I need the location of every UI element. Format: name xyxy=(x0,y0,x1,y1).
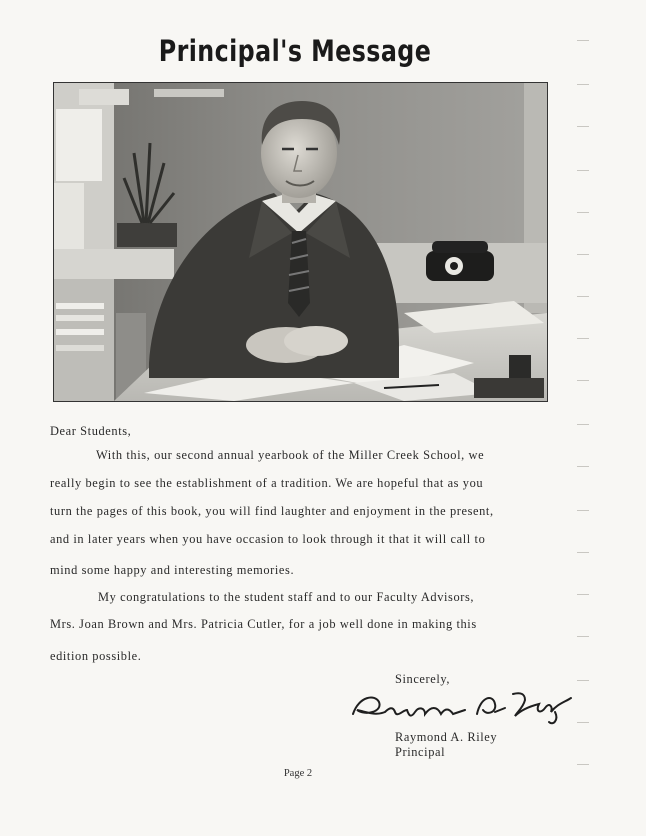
margin-tick xyxy=(577,680,589,681)
letter-line: Mrs. Joan Brown and Mrs. Patricia Cutler, for a job well done in making this xyxy=(50,617,477,631)
handwritten-signature xyxy=(345,686,577,728)
letter-line: edition possible. xyxy=(50,649,142,663)
margin-tick xyxy=(577,594,589,595)
margin-tick xyxy=(577,296,589,297)
closing-title: Principal xyxy=(395,745,446,759)
margin-tick xyxy=(577,170,589,171)
portrait-photo-icon xyxy=(54,83,547,401)
letter-line: turn the pages of this book, you will find laughter and enjoyment in the present, xyxy=(50,504,494,518)
margin-tick xyxy=(577,764,589,765)
margin-tick xyxy=(577,722,589,723)
letter-line: My congratulations to the student staff and to our Faculty Advisors, xyxy=(98,590,475,604)
page-number: Page 2 xyxy=(283,768,313,779)
margin-tick xyxy=(577,126,589,127)
margin-tick xyxy=(577,552,589,553)
margin-tick xyxy=(577,424,589,425)
letter-line: and in later years when you have occasion to look through it that it will call to xyxy=(50,532,486,546)
page-title: Principal's Message xyxy=(158,34,432,68)
margin-tick xyxy=(577,84,589,85)
margin-tick xyxy=(577,380,589,381)
letter-line: really begin to see the establishment of a tradition. We are hopeful that as you xyxy=(50,476,484,490)
margin-tick xyxy=(577,254,589,255)
margin-tick xyxy=(577,338,589,339)
letter-salutation: Dear Students, xyxy=(50,424,132,438)
letter-line: mind some happy and interesting memories. xyxy=(50,563,295,577)
principal-photo xyxy=(53,82,548,402)
closing-name: Raymond A. Riley xyxy=(395,730,498,744)
margin-tick xyxy=(577,212,589,213)
margin-tick xyxy=(577,466,589,467)
closing-sincerely: Sincerely, xyxy=(395,672,451,686)
margin-tick xyxy=(577,636,589,637)
letter-line: With this, our second annual yearbook of the Miller Creek School, we xyxy=(96,448,485,462)
margin-tick xyxy=(577,510,589,511)
margin-tick xyxy=(577,40,589,41)
